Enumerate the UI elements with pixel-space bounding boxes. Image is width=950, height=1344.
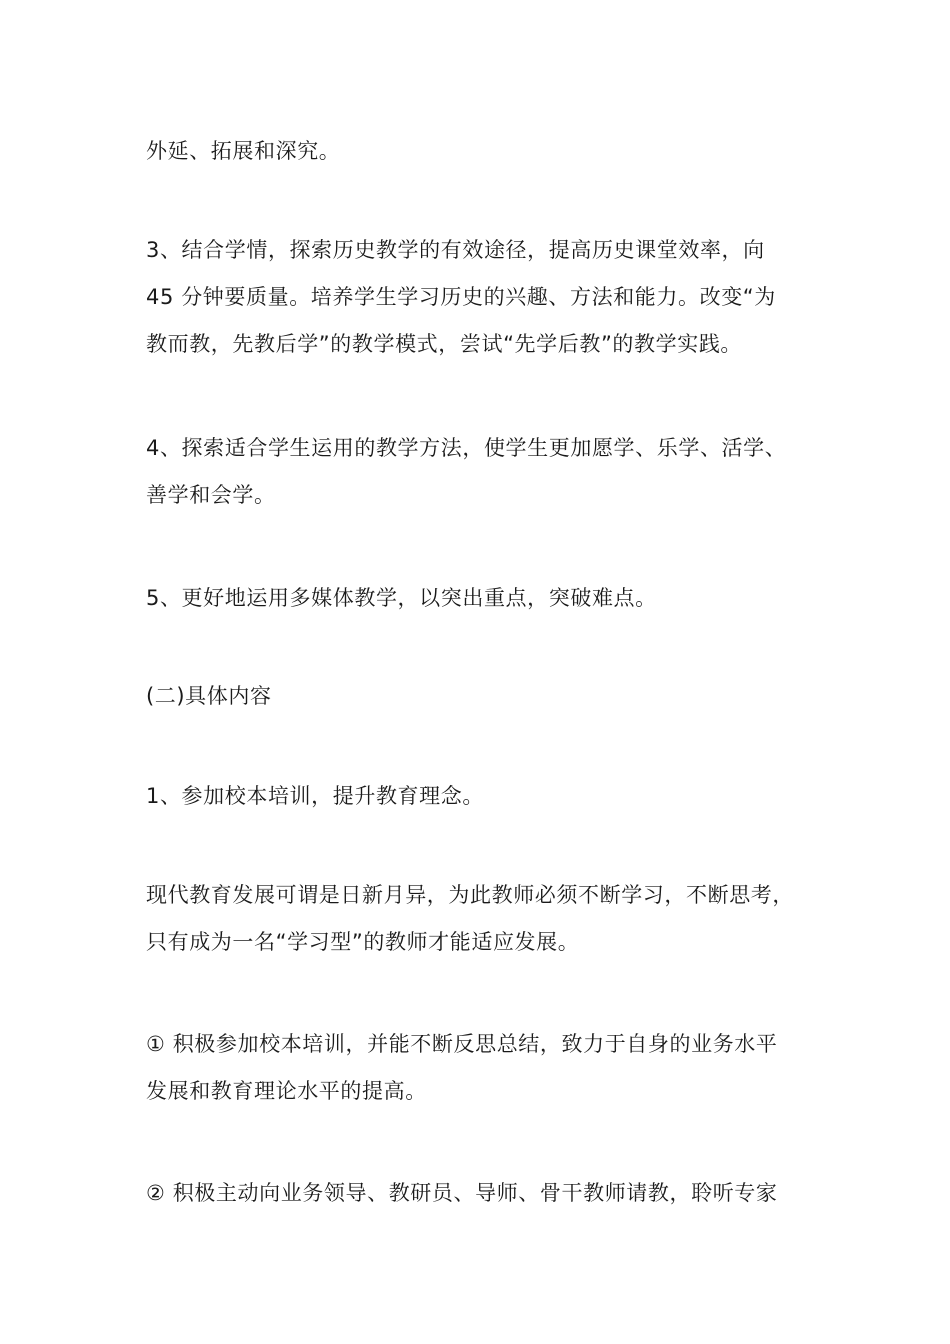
text-line: 4、探索适合学生运用的教学方法，使学生更加愿学、乐学、活学、 bbox=[146, 436, 787, 460]
paragraph-item-5 bbox=[146, 575, 810, 622]
paragraph-item-4 bbox=[146, 425, 810, 519]
heading-line: (二)具体内容 bbox=[146, 684, 272, 708]
text-line: 现代教育发展可谓是日新月异，为此教师必须不断学习，不断思考， bbox=[146, 883, 794, 907]
text-line: 教而教，先教后学”的教学模式，尝试“先学后教”的教学实践。 bbox=[146, 332, 743, 356]
text-line: 只有成为一名“学习型”的教师才能适应发展。 bbox=[146, 930, 580, 954]
text-line: 5、更好地运用多媒体教学，以突出重点，突破难点。 bbox=[146, 586, 657, 610]
text-line: 外延、拓展和深究。 bbox=[146, 139, 341, 163]
section-heading-specific-content bbox=[146, 673, 810, 720]
paragraph-item-3 bbox=[146, 227, 810, 368]
text-line: 3、结合学情，探索历史教学的有效途径，提高历史课堂效率，向 bbox=[146, 238, 765, 262]
text-line: ② 积极主动向业务领导、教研员、导师、骨干教师请教，聆听专家 bbox=[146, 1181, 778, 1205]
paragraph-subitem-1 bbox=[146, 773, 810, 820]
text-line: 发展和教育理论水平的提高。 bbox=[146, 1079, 427, 1103]
paragraph-circled-1 bbox=[146, 1021, 810, 1115]
text-line: 善学和会学。 bbox=[146, 483, 276, 507]
text-line: 45 分钟要质量。培养学生学习历史的兴趣、方法和能力。改变“为 bbox=[146, 285, 776, 309]
paragraph-modern-education bbox=[146, 872, 810, 966]
paragraph-circled-2 bbox=[146, 1170, 810, 1217]
text-line: 1、参加校本培训，提升教育理念。 bbox=[146, 784, 484, 808]
paragraph-extension bbox=[146, 128, 810, 175]
text-line: ① 积极参加校本培训，并能不断反思总结，致力于自身的业务水平 bbox=[146, 1032, 778, 1056]
